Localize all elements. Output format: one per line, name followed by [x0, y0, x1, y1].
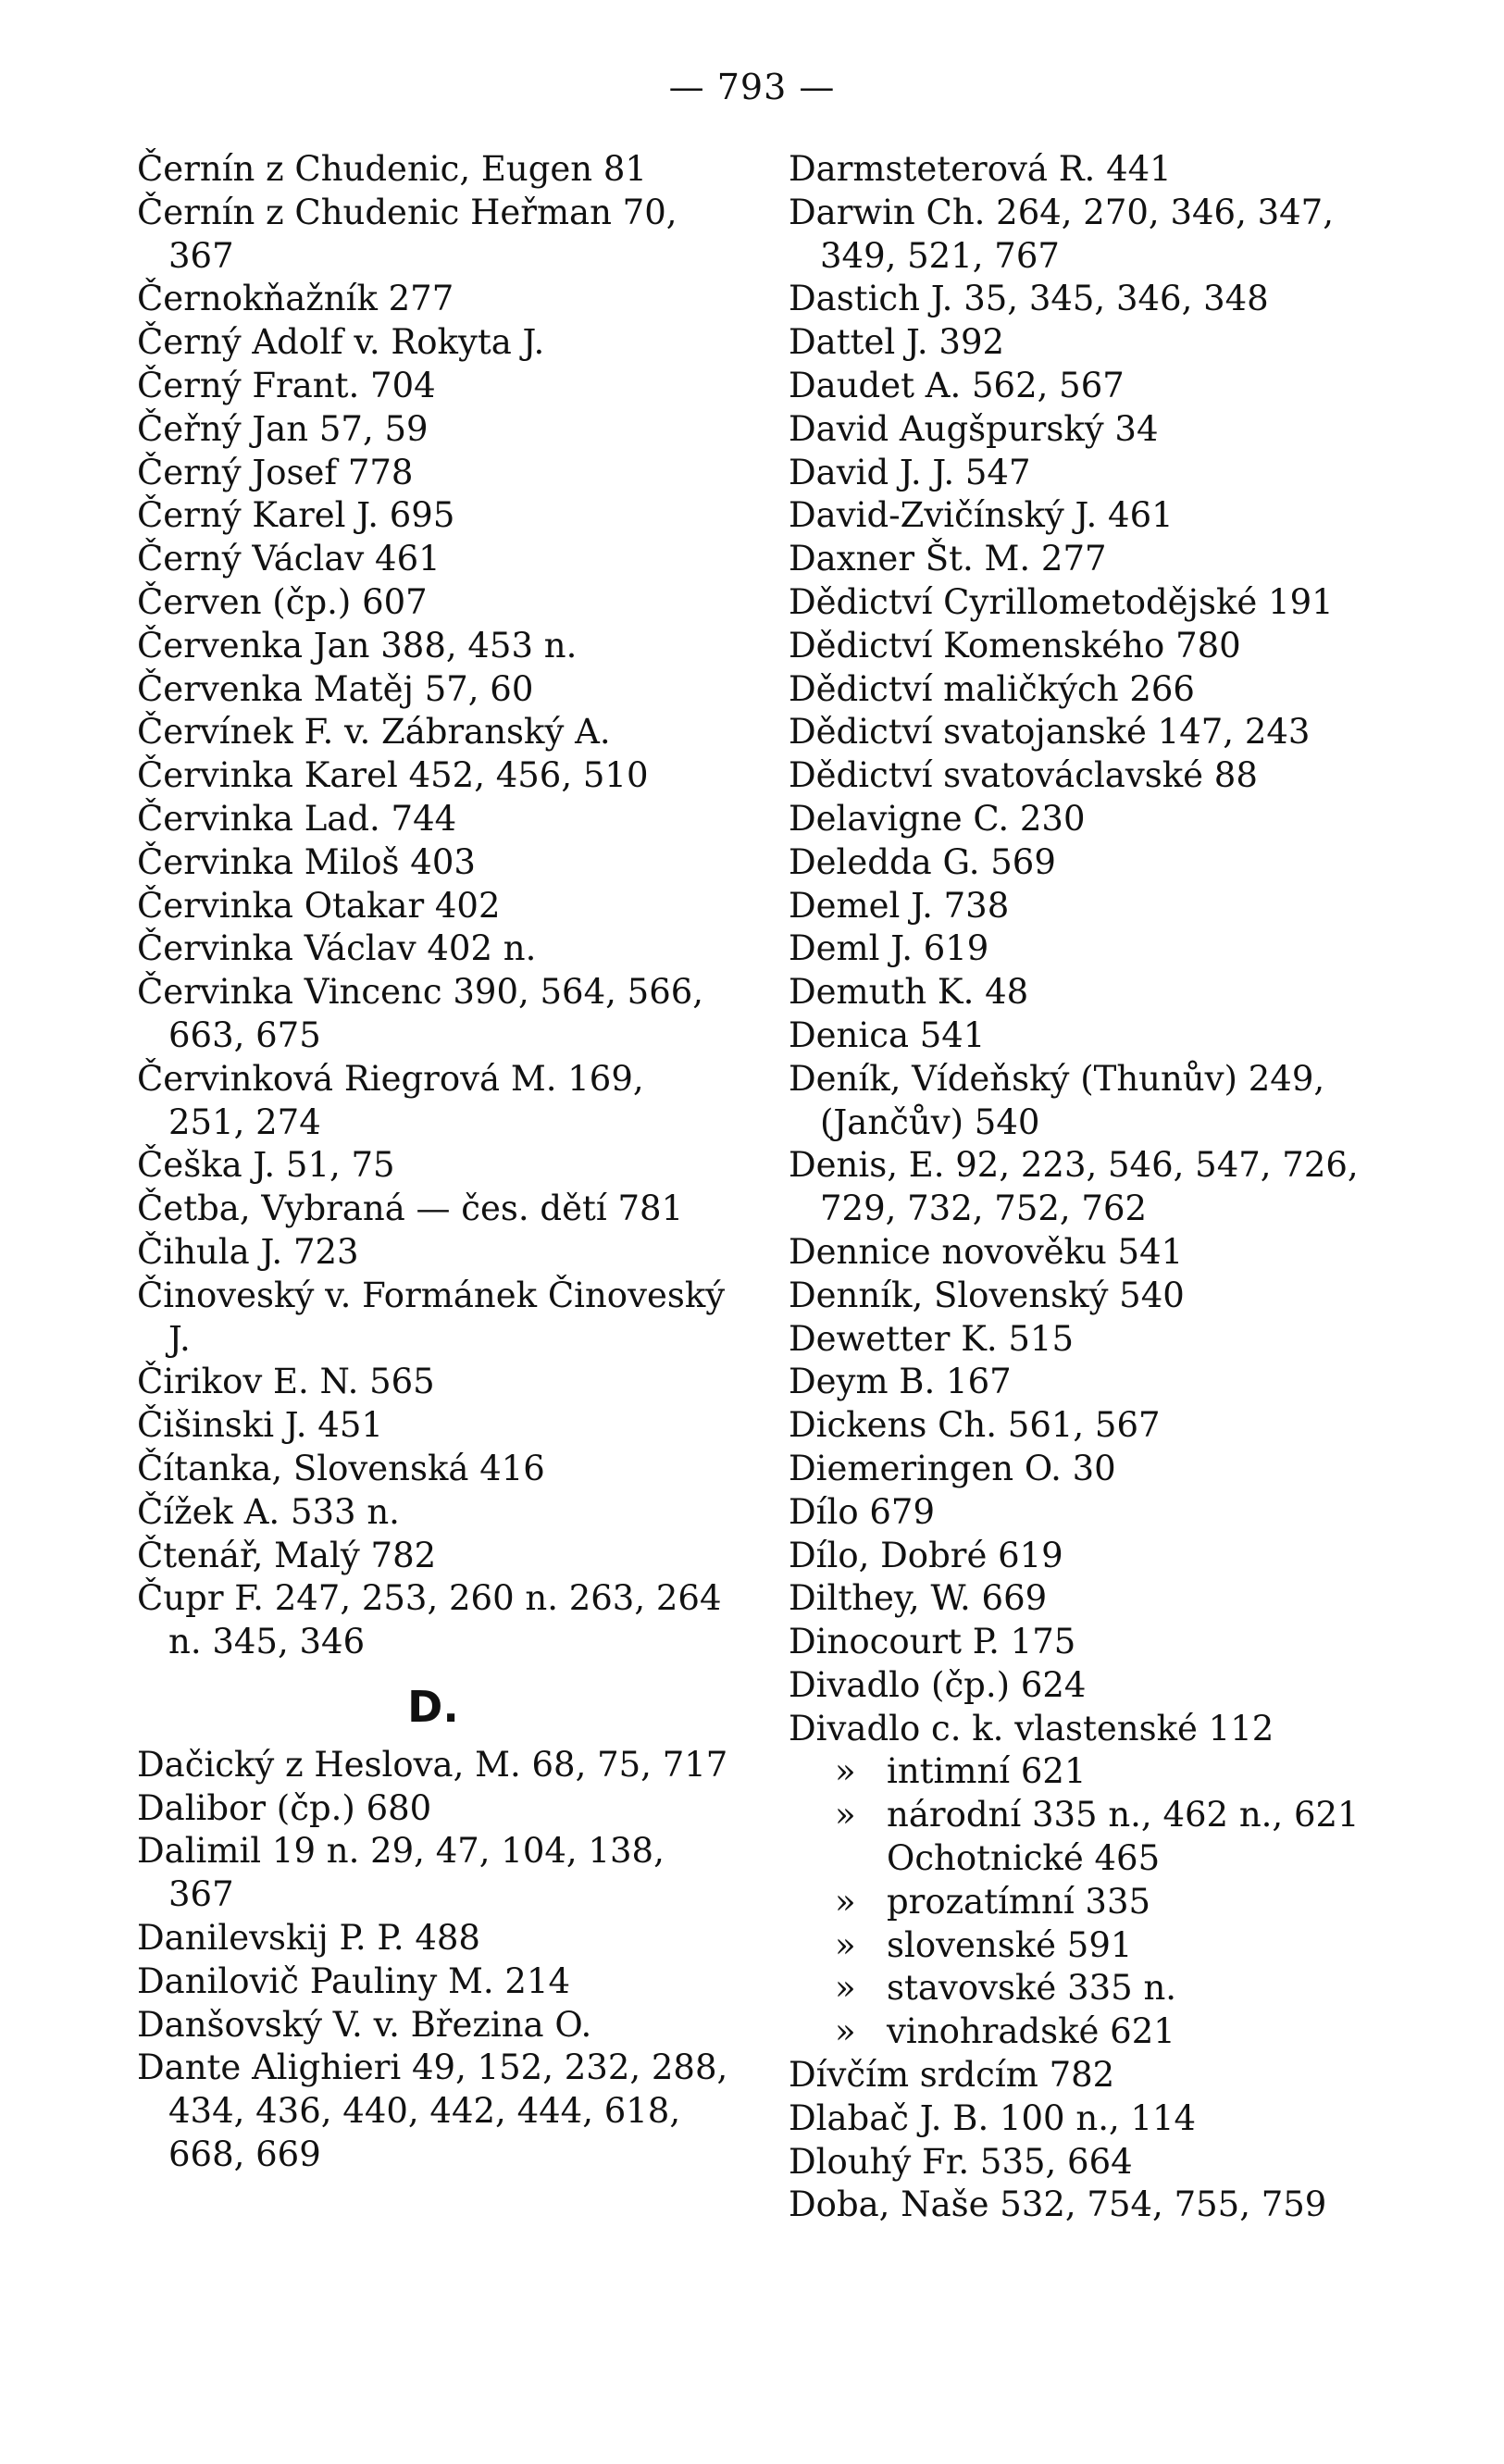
index-entry: Darwin Ch. 264, 270, 346, 347, 349, 521, 767 [789, 192, 1334, 276]
index-entry: Činoveský v. Formánek Činoveský J. [137, 1275, 726, 1359]
index-entry: Denník, Slovenský 540 [789, 1275, 1185, 1315]
subentry-text: slovenské 591 [887, 1924, 1133, 1965]
divadlo-subentries [789, 1750, 1381, 2054]
index-entry: Darmsteterová R. 441 [789, 149, 1172, 189]
index-entries-c [137, 148, 729, 1664]
index-entry: Denis, E. 92, 223, 546, 547, 726, 729, 732, 752, 762 [789, 1145, 1359, 1229]
index-entry: Divadlo c. k. vlastenské 112 [789, 1708, 1274, 1748]
index-entry: Doba, Naše 532, 754, 755, 759 [789, 2184, 1327, 2225]
index-entry: Diemeringen O. 30 [789, 1448, 1116, 1488]
index-entry: Dílo 679 [789, 1491, 935, 1532]
subentry-text: intimní 621 [887, 1751, 1087, 1792]
subentry-text: prozatímní 335 [887, 1881, 1151, 1922]
index-entry: Deym B. 167 [789, 1362, 1012, 1402]
index-entry: Danilevskij P. P. 488 [137, 1918, 480, 1959]
index-entry: Černín z Chudenic Heřman 70, 367 [137, 192, 677, 276]
index-entry: Dědictví svatováclavské 88 [789, 755, 1258, 796]
index-entry: Dědictví Komenského 780 [789, 625, 1241, 666]
index-entry: Černý Adolf v. Rokyta J. [137, 322, 545, 363]
index-subentry [789, 2010, 1381, 2054]
index-subentry [789, 1881, 1381, 1924]
index-entry: Danilovič Pauliny M. 214 [137, 1960, 571, 2001]
index-entries-d [137, 1744, 729, 2177]
index-entry: Čirikov E. N. 565 [137, 1362, 435, 1402]
index-subentry [789, 1750, 1381, 1794]
index-entry: Divadlo (čp.) 624 [789, 1664, 1087, 1705]
index-entry: Dewetter K. 515 [789, 1318, 1074, 1359]
index-entry: David J. J. 547 [789, 452, 1031, 492]
index-entry: Denica 541 [789, 1014, 986, 1055]
index-entry: Demel J. 738 [789, 885, 1010, 926]
index-entry: Černý Václav 461 [137, 539, 441, 579]
index-entry: Dědictví Cyrillometodějské 191 [789, 581, 1334, 622]
index-subentry [789, 1967, 1381, 2010]
index-entry: Červínek F. v. Zábranský A. [137, 712, 611, 753]
index-subentry [789, 1837, 1381, 1881]
index-entry: Čišinski J. 451 [137, 1405, 383, 1446]
index-entry: Čupr F. 247, 253, 260 n. 263, 264 n. 345, 346 [137, 1578, 722, 1662]
index-entry: Dickens Ch. 561, 567 [789, 1405, 1161, 1446]
index-entry: David-Zvičínský J. 461 [789, 495, 1174, 536]
index-entry: Dattel J. 392 [789, 322, 1005, 363]
ditto-mark: » [835, 2011, 856, 2052]
index-entry: Červinka Vincenc 390, 564, 566, 663, 675 [137, 972, 704, 1055]
index-entry: Dědictví maličkých 266 [789, 668, 1195, 709]
subentry-text: stavovské 335 n. [887, 1968, 1177, 2009]
index-entry: Červenka Matěj 57, 60 [137, 668, 534, 709]
index-entry: Dilthey, W. 669 [789, 1578, 1048, 1619]
index-entries-d-continued [789, 148, 1381, 1750]
index-entry: Černokňažník 277 [137, 279, 454, 319]
index-subentry [789, 1924, 1381, 1968]
index-column-right [789, 148, 1381, 2227]
index-entry: Danšovský V. v. Březina O. [137, 2004, 592, 2045]
index-entry: Červen (čp.) 607 [137, 581, 428, 622]
subentry-text: národní 335 n., 462 n., 621 [887, 1795, 1360, 1836]
index-entry: Dastich J. 35, 345, 346, 348 [789, 279, 1269, 319]
ditto-mark: » [835, 1924, 856, 1965]
index-entry: Dlouhý Fr. 535, 664 [789, 2141, 1133, 2182]
index-entry: Čihula J. 723 [137, 1231, 359, 1272]
index-entry: David Augšpurský 34 [789, 408, 1159, 449]
ditto-mark: » [835, 1881, 856, 1922]
index-entry: Dědictví svatojanské 147, 243 [789, 712, 1311, 753]
index-entry: Dinocourt P. 175 [789, 1622, 1076, 1662]
index-entry: Daudet A. 562, 567 [789, 365, 1125, 405]
subentry-text: vinohradské 621 [887, 2011, 1175, 2052]
page-number: — 793 — [668, 67, 836, 107]
letter-heading-d: D. [407, 1681, 459, 1732]
subentry-text: Ochotnické 465 [887, 1838, 1161, 1879]
index-entry: Dalibor (čp.) 680 [137, 1787, 432, 1828]
index-entry: Červinka Otakar 402 [137, 885, 501, 926]
index-entry: Delavigne C. 230 [789, 798, 1086, 839]
index-entries-d-end [789, 2054, 1381, 2227]
index-entry: Češka J. 51, 75 [137, 1145, 395, 1186]
index-entry: Deledda G. 569 [789, 841, 1056, 882]
index-entry: Dalimil 19 n. 29, 47, 104, 138, 367 [137, 1831, 665, 1915]
ditto-mark: » [835, 1968, 856, 2009]
index-entry: Červinková Riegrová M. 169, 251, 274 [137, 1058, 644, 1142]
index-entry: Čtenář, Malý 782 [137, 1535, 437, 1575]
index-entry: Červinka Karel 452, 456, 510 [137, 755, 649, 796]
index-entry: Dennice novověku 541 [789, 1231, 1184, 1272]
index-entry: Černý Josef 778 [137, 452, 414, 492]
index-entry: Čítanka, Slovenská 416 [137, 1448, 545, 1488]
ditto-mark: » [835, 1751, 856, 1792]
index-entry: Daxner Št. M. 277 [789, 539, 1107, 579]
index-entry: Dlabač J. B. 100 n., 114 [789, 2097, 1197, 2138]
index-entry: Dílo, Dobré 619 [789, 1535, 1063, 1575]
index-entry: Dívčím srdcím 782 [789, 2055, 1115, 2096]
index-column-left [137, 148, 729, 2177]
index-subentry [789, 1794, 1381, 1837]
ditto-mark: » [835, 1795, 856, 1836]
index-entry: Čížek A. 533 n. [137, 1491, 400, 1532]
index-entry: Černín z Chudenic, Eugen 81 [137, 149, 647, 189]
index-entry: Černý Karel J. 695 [137, 495, 455, 536]
index-entry: Červinka Lad. 744 [137, 798, 457, 839]
index-entry: Deník, Vídeňský (Thunův) 249, (Jančův) 540 [789, 1058, 1325, 1142]
index-entry: Dante Alighieri 49, 152, 232, 288, 434, 436, 440, 442, 444, 618, 668, 669 [137, 2047, 728, 2175]
index-entry: Deml J. 619 [789, 928, 989, 969]
index-entry: Četba, Vybraná — čes. dětí 781 [137, 1188, 684, 1229]
index-entry: Červenka Jan 388, 453 n. [137, 625, 578, 666]
index-entry: Demuth K. 48 [789, 972, 1029, 1013]
index-entry: Čeřný Jan 57, 59 [137, 408, 429, 449]
index-entry: Červinka Václav 402 n. [137, 928, 537, 969]
index-entry: Červinka Miloš 403 [137, 841, 476, 882]
index-entry: Dačický z Heslova, M. 68, 75, 717 [137, 1744, 728, 1785]
index-entry: Černý Frant. 704 [137, 365, 436, 405]
